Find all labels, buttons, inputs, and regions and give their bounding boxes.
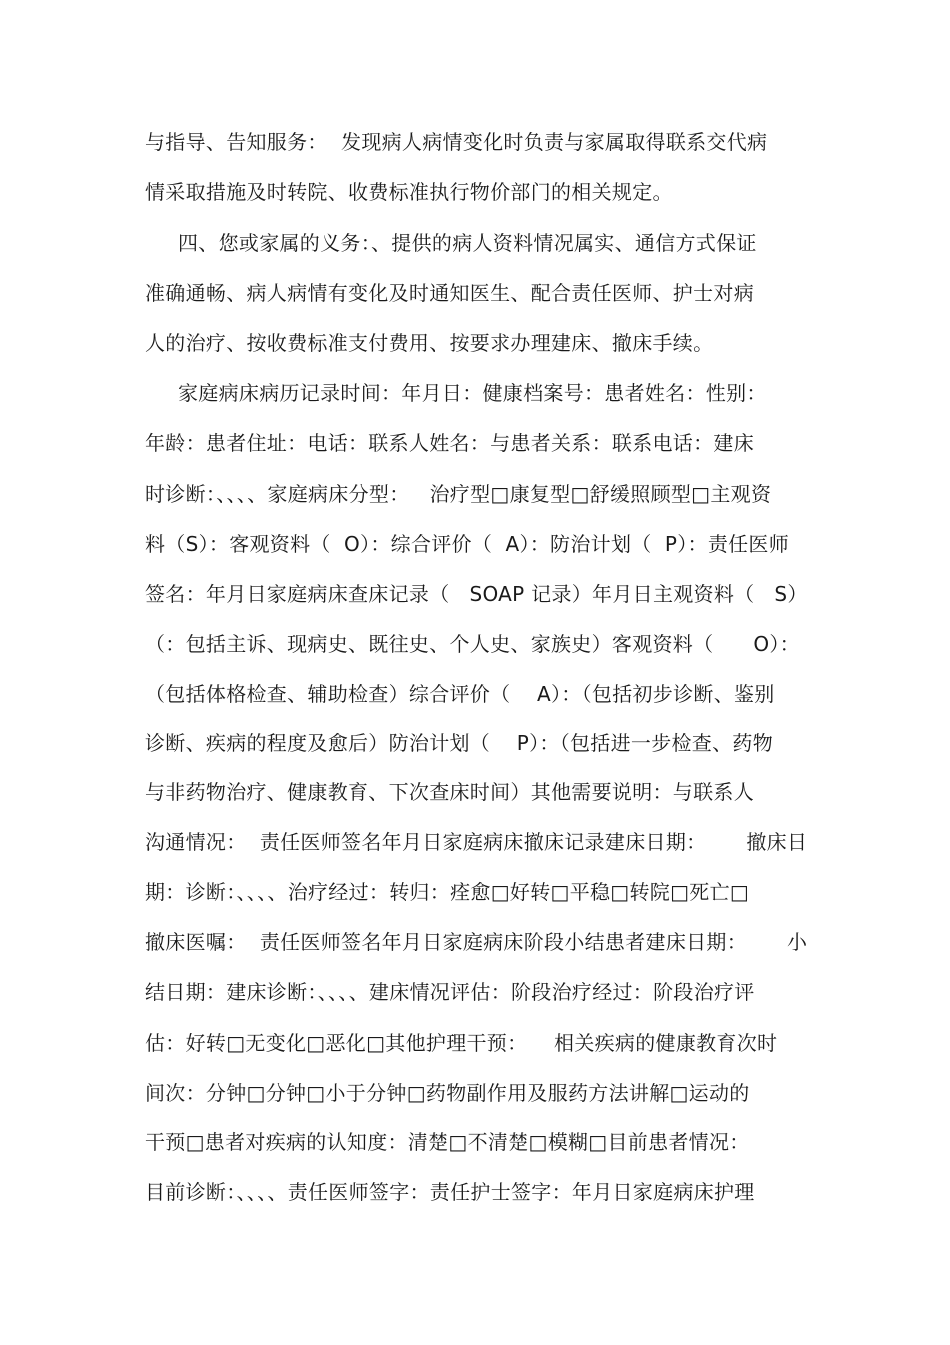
text-line: 间次：分钟□分钟□小于分钟□药物副作用及服药方法讲解□运动的 bbox=[145, 1081, 750, 1105]
text-line: 沟通情况： 责任医师签名年月日家庭病床撤床记录建床日期： 撤床日 bbox=[145, 830, 808, 854]
text-line: 干预□患者对疾病的认知度：清楚□不清楚□模糊□目前患者情况： bbox=[145, 1130, 750, 1154]
text-line: 时诊断：、、、、家庭病床分型： 治疗型□康复型□舒缓照顾型□主观资 bbox=[145, 482, 772, 506]
text-line: 与指导、告知服务： 发现病人病情变化时负责与家属取得联系交代病 bbox=[145, 130, 768, 154]
text-line: 诊断、疾病的程度及愈后）防治计划（ P）：（包括进一步检查、药物 bbox=[145, 731, 773, 755]
text-line: （包括体格检查、辅助检查）综合评价（ A）：（包括初步诊断、鉴别 bbox=[145, 682, 775, 706]
text-line: 情采取措施及时转院、收费标准执行物价部门的相关规定。 bbox=[145, 180, 673, 204]
text-line: 四、您或家属的义务：、提供的病人资料情况属实、通信方式保证 bbox=[178, 231, 757, 255]
text-line: 人的治疗、按收费标准支付费用、按要求办理建床、撤床手续。 bbox=[145, 331, 714, 355]
text-line: 料（S）：客观资料（ O）：综合评价（ A）：防治计划（ P）：责任医师 bbox=[145, 532, 790, 556]
text-line: 目前诊断：、、、、责任医师签字：责任护士签字：年月日家庭病床护理 bbox=[145, 1180, 755, 1204]
text-line: 家庭病床病历记录时间：年月日：健康档案号：患者姓名：性别： bbox=[178, 381, 767, 405]
text-line: 准确通畅、病人病情有变化及时通知医生、配合责任医师、护士对病 bbox=[145, 281, 754, 305]
text-line: （：包括主诉、现病史、既往史、个人史、家族史）客观资料（ O）： bbox=[145, 632, 800, 656]
text-line: 签名：年月日家庭病床查床记录（ SOAP 记录）年月日主观资料（ S） bbox=[145, 582, 808, 606]
text-line: 估：好转□无变化□恶化□其他护理干预： 相关疾病的健康教育次时 bbox=[145, 1031, 778, 1055]
text-line: 撤床医嘱： 责任医师签名年月日家庭病床阶段小结患者建床日期： 小 bbox=[145, 930, 808, 954]
text-line: 与非药物治疗、健康教育、下次查床时间）其他需要说明：与联系人 bbox=[145, 780, 754, 804]
text-line: 年龄：患者住址：电话：联系人姓名：与患者关系：联系电话：建床 bbox=[145, 431, 754, 455]
text-line: 期：诊断：、、、、治疗经过：转归：痊愈□好转□平稳□转院□死亡□ bbox=[145, 880, 750, 904]
text-line: 结日期：建床诊断：、、、、建床情况评估：阶段治疗经过：阶段治疗评 bbox=[145, 980, 755, 1004]
